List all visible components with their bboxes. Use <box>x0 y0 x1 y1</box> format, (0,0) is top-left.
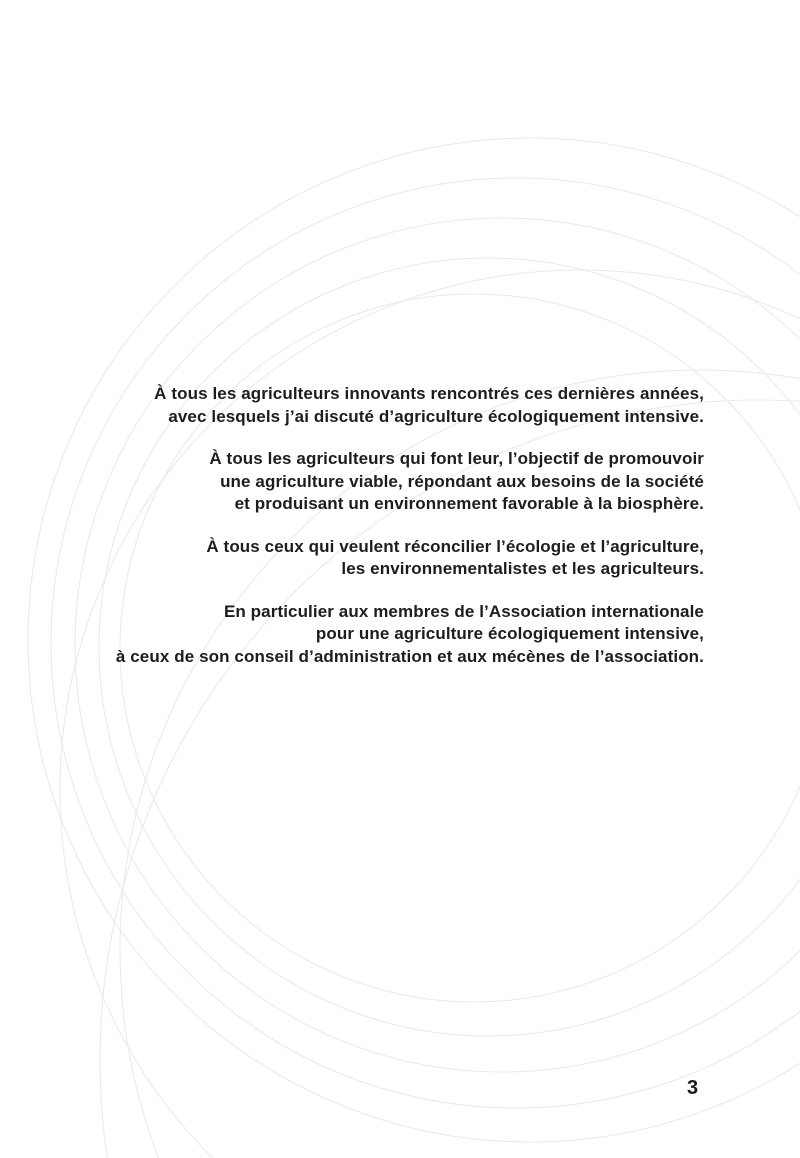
page-number: 3 <box>687 1077 699 1099</box>
dedication-line: À tous ceux qui veulent réconcilier l’écologie et l’agriculture, <box>206 536 704 556</box>
dedication-line: En particulier aux membres de l’Association internationale <box>223 601 704 621</box>
dedication-line: À tous les agriculteurs innovants rencontrés ces dernières années, <box>154 384 704 403</box>
dedication-line: À tous les agriculteurs qui font leur, l’objectif de promouvoir <box>209 449 704 468</box>
dedication-text <box>116 383 704 688</box>
dedication-paragraph <box>116 383 704 428</box>
dedication-line: une agriculture viable, répondant aux besoins de la société <box>220 471 704 491</box>
dedication-paragraph <box>116 536 704 581</box>
dedication-line: les environnementalistes et les agriculteurs. <box>341 559 704 578</box>
dedication-line: à ceux de son conseil d’administration et aux mécènes de l’association. <box>115 646 704 666</box>
dedication-paragraph <box>116 601 704 669</box>
dedication-paragraph <box>116 448 704 516</box>
dedication-line: et produisant un environnement favorable à la biosphère. <box>234 494 704 513</box>
dedication-line: pour une agriculture écologiquement intensive, <box>315 624 704 643</box>
dedication-line: avec lesquels j’ai discuté d’agriculture écologiquement intensive. <box>168 406 704 426</box>
